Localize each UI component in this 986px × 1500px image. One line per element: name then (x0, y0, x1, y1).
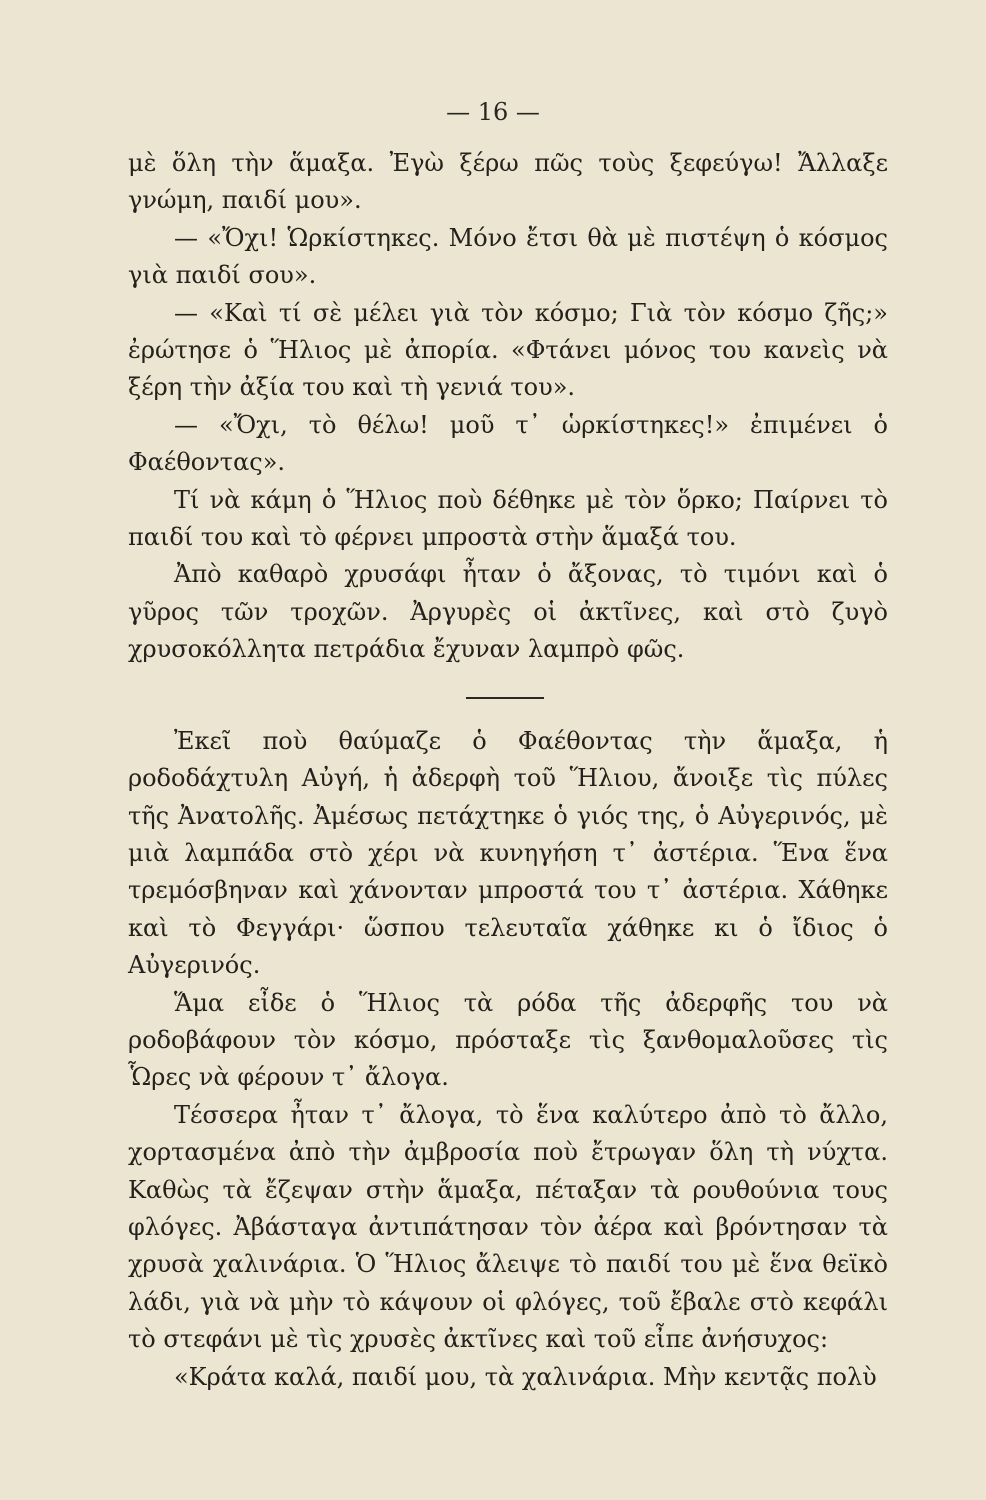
divider-line (466, 697, 544, 699)
paragraph-7: Ἐκεῖ ποὺ θαύμαζε ὁ Φαέθοντας τὴν ἅμαξα, ἡ ροδοδάχτυλη Αὐγή, ἡ ἀδερφὴ τοῦ Ἥλιου, ἄνοιξε τὶς πύλες τῆς Ἀνατολῆς. Ἀμέσως πετάχτηκε ὁ γιός της, ὁ Αὐγερινός, μὲ μιὰ λαμπάδα στὸ χέρι νὰ κυνηγήση τ᾿ ἀστέρια. Ἕνα ἕνα τρεμόσβηναν καὶ χάνονταν μπροστά του τ᾿ ἀστέρια. Χάθηκε καὶ τὸ Φεγγάρι· ὥσπου τελευταῖα χάθηκε κι ὁ ἴδιος ὁ Αὐγερινός. (128, 726, 888, 980)
paragraph-8: Ἅμα εἶδε ὁ Ἥλιος τὰ ρόδα τῆς ἀδερφῆς του νὰ ροδοβάφουν τὸν κόσμο, πρόσταξε τὶς ξανθομαλοῦσες τὶς Ὧρες νὰ φέρουν τ᾿ ἄλογα. (128, 988, 888, 1092)
paragraph-9: Τέσσερα ἦταν τ᾿ ἄλογα, τὸ ἕνα καλύτερο ἀπὸ τὸ ἄλλο, χορτασμένα ἀπὸ τὴν ἀμβροσία ποὺ ἔτρωγαν ὅλη τὴ νύχτα. Καθὼς τὰ ἔζεψαν στὴν ἅμαξα, πέταξαν τὰ ρουθούνια τους φλόγες. Ἀβάσταγα ἀντιπάτησαν τὸν ἀέρα καὶ βρόντησαν τὰ χρυσὰ χαλινάρια. Ὁ Ἥλιος ἄλειψε τὸ παιδί του μὲ ἕνα θεϊκὸ λάδι, γιὰ νὰ μὴν τὸ κάψουν οἱ φλόγες, τοῦ ἔβαλε στὸ κεφάλι τὸ στεφάνι μὲ τὶς χρυσὲς ἀκτῖνες καὶ τοῦ εἶπε ἀνήσυχος: (128, 1100, 888, 1354)
paragraph-3: — «Καὶ τί σὲ μέλει γιὰ τὸν κόσμο; Γιὰ τὸν κόσμο ζῆς;» ἐρώτησε ὁ Ἥλιος μὲ ἀπορία. «Φτάνει μόνος του κανεὶς νὰ ξέρη τὴν ἀξία του καὶ τὴ γενιά του». (128, 298, 888, 402)
section-divider (128, 669, 888, 723)
paragraph-1: μὲ ὅλη τὴν ἅμαξα. Ἐγὼ ξέρω πῶς τοὺς ξεφεύγω! Ἄλλαξε γνώμη, παιδί μου». (128, 149, 888, 215)
paragraph-2: — «Ὄχι! Ὡρκίστηκες. Μόνο ἔτσι θὰ μὲ πιστέψη ὁ κόσμος γιὰ παιδί σου». (128, 223, 888, 290)
paragraph-4: — «Ὄχι, τὸ θέλω! μοῦ τ᾿ ὡρκίστηκες!» ἐπιμένει ὁ Φαέθοντας». (128, 410, 888, 477)
page-body (128, 145, 888, 1396)
paragraph-6: Ἀπὸ καθαρὸ χρυσάφι ἦταν ὁ ἄξονας, τὸ τιμόνι καὶ ὁ γῦρος τῶν τροχῶν. Ἀργυρὲς οἱ ἀκτῖνες, καὶ στὸ ζυγὸ χρυσοκόλλητα πετράδια ἔχυναν λαμπρὸ φῶς. (128, 560, 888, 664)
page-number: — 16 — (446, 98, 540, 126)
paragraph-10: «Κράτα καλά, παιδί μου, τὰ χαλινάρια. Μὴν κεντᾷς πολὺ (174, 1362, 877, 1391)
paragraph-5: Τί νὰ κάμη ὁ Ἥλιος ποὺ δέθηκε μὲ τὸν ὅρκο; Παίρνει τὸ παιδί του καὶ τὸ φέρνει μπροστὰ στὴν ἅμαξά του. (128, 485, 888, 552)
